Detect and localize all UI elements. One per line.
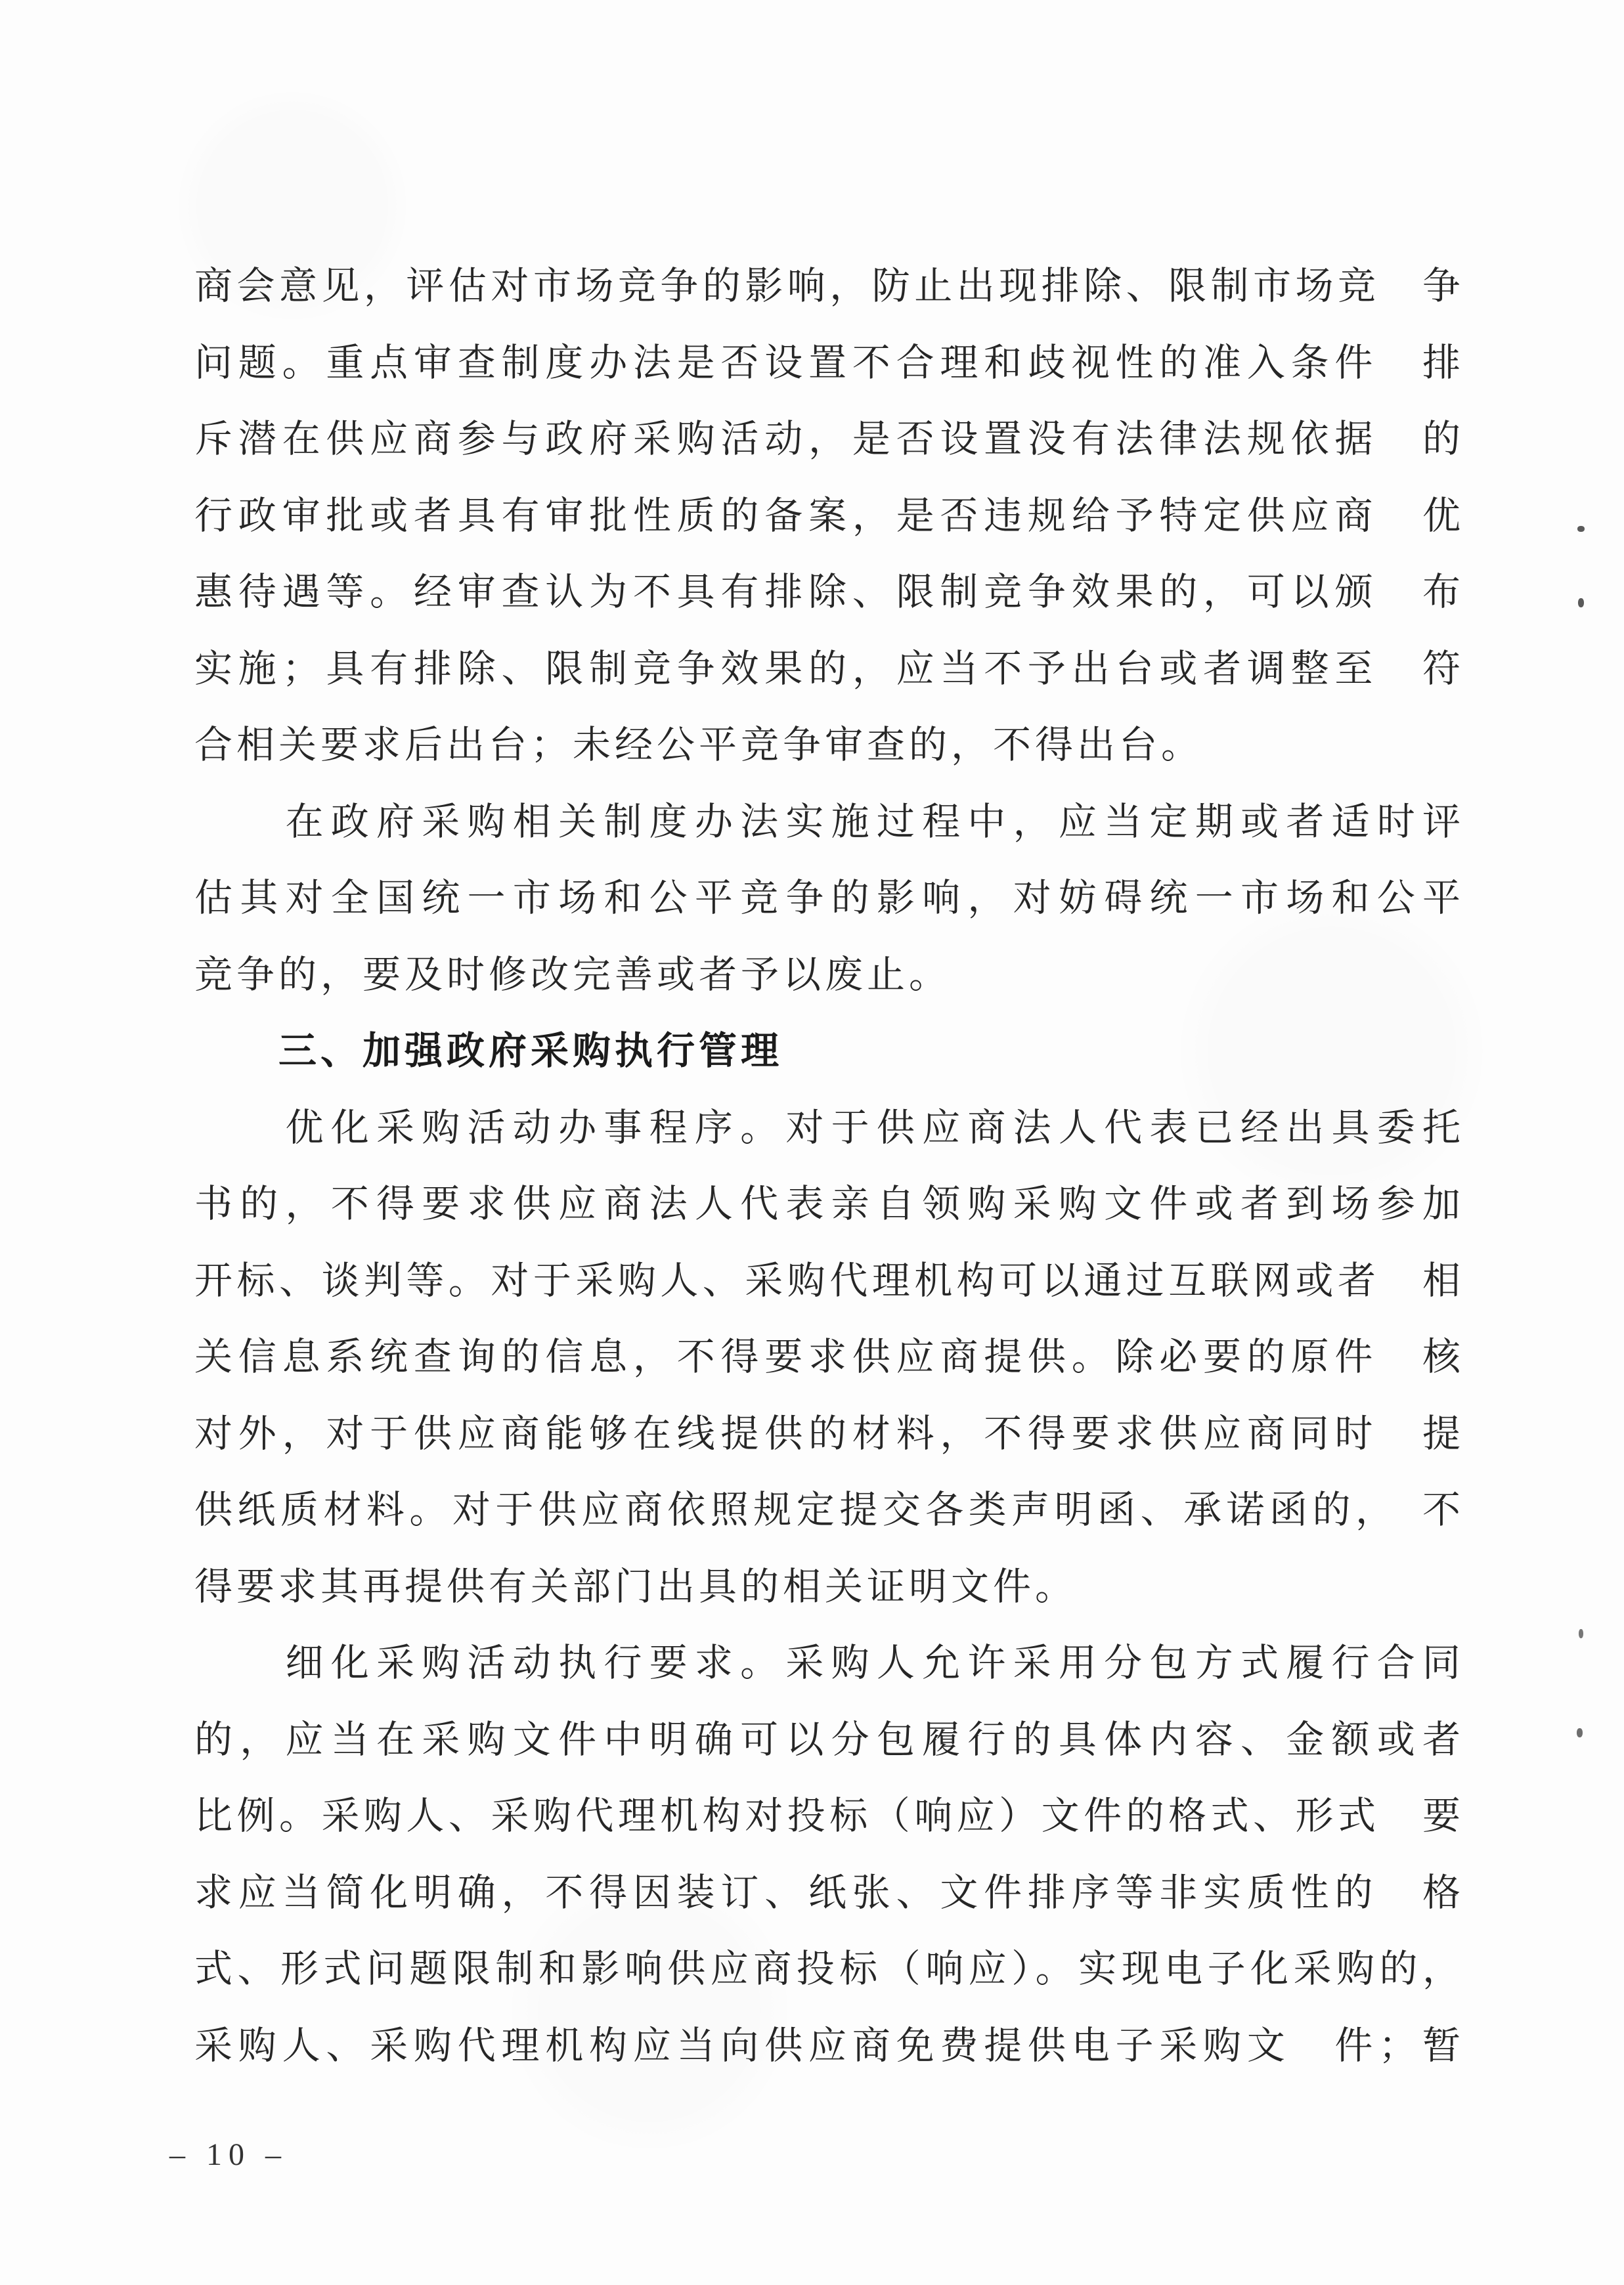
text-line: 的，应当在采购文件中明确可以分包履行的具体内容、金额或者 <box>194 1718 1464 1761</box>
text-line: 估其对全国统一市场和公平竞争的影响，对妨碍统一市场和公平 <box>194 877 1464 919</box>
text-line: 行政审批或者具有审批性质的备案，是否违规给予特定供应商 优 <box>194 494 1464 537</box>
document-body <box>194 248 1464 2084</box>
text-line: 优化采购活动办事程序。对于供应商法人代表已经出具委托 <box>194 1106 1464 1149</box>
text-line: 关信息系统查询的信息，不得要求供应商提供。除必要的原件 核 <box>194 1336 1464 1378</box>
page-number: – 10 – <box>169 2137 288 2172</box>
text-line: 供纸质材料。对于供应商依照规定提交各类声明函、承诺函的， 不 <box>194 1489 1464 1531</box>
scan-speck <box>1578 598 1584 607</box>
section-heading: 三、加强政府采购执行管理 <box>194 1030 783 1072</box>
text-line: 竞争的，要及时修改完善或者予以废止。 <box>194 953 952 996</box>
text-line: 商会意见，评估对市场竞争的影响，防止出现排除、限制市场竞 争 <box>194 265 1464 307</box>
text-line: 惠待遇等。经审查认为不具有排除、限制竞争效果的，可以颁 布 <box>194 571 1464 613</box>
scan-speck <box>1577 526 1585 532</box>
text-line: 采购人、采购代理机构应当向供应商免费提供电子采购文 件；暂 <box>194 2024 1464 2067</box>
text-line: 在政府采购相关制度办法实施过程中，应当定期或者适时评 <box>194 800 1464 843</box>
text-line: 书的，不得要求供应商法人代表亲自领购采购文件或者到场参加 <box>194 1183 1464 1225</box>
text-line: 比例。采购人、采购代理机构对投标（响应）文件的格式、形式 要 <box>194 1795 1464 1837</box>
text-line: 问题。重点审查制度办法是否设置不合理和歧视性的准入条件 排 <box>194 341 1464 384</box>
text-line: 得要求其再提供有关部门出具的相关证明文件。 <box>194 1565 1078 1608</box>
text-line: 开标、谈判等。对于采购人、采购代理机构可以通过互联网或者 相 <box>194 1259 1464 1302</box>
scan-speck <box>1579 1629 1583 1638</box>
text-line: 细化采购活动执行要求。采购人允许采用分包方式履行合同 <box>194 1642 1464 1684</box>
text-line: 实施；具有排除、限制竞争效果的，应当不予出台或者调整至 符 <box>194 647 1464 690</box>
scan-speck <box>1577 1728 1583 1737</box>
text-line: 式、形式问题限制和影响供应商投标（响应）。实现电子化采购的， <box>194 1948 1464 1990</box>
text-line: 斥潜在供应商参与政府采购活动，是否设置没有法律法规依据 的 <box>194 418 1464 460</box>
text-line: 对外，对于供应商能够在线提供的材料，不得要求供应商同时 提 <box>194 1412 1464 1455</box>
text-line: 合相关要求后出台；未经公平竞争审查的，不得出台。 <box>194 724 1204 766</box>
text-line: 求应当简化明确，不得因装订、纸张、文件排序等非实质性的 格 <box>194 1871 1464 1914</box>
